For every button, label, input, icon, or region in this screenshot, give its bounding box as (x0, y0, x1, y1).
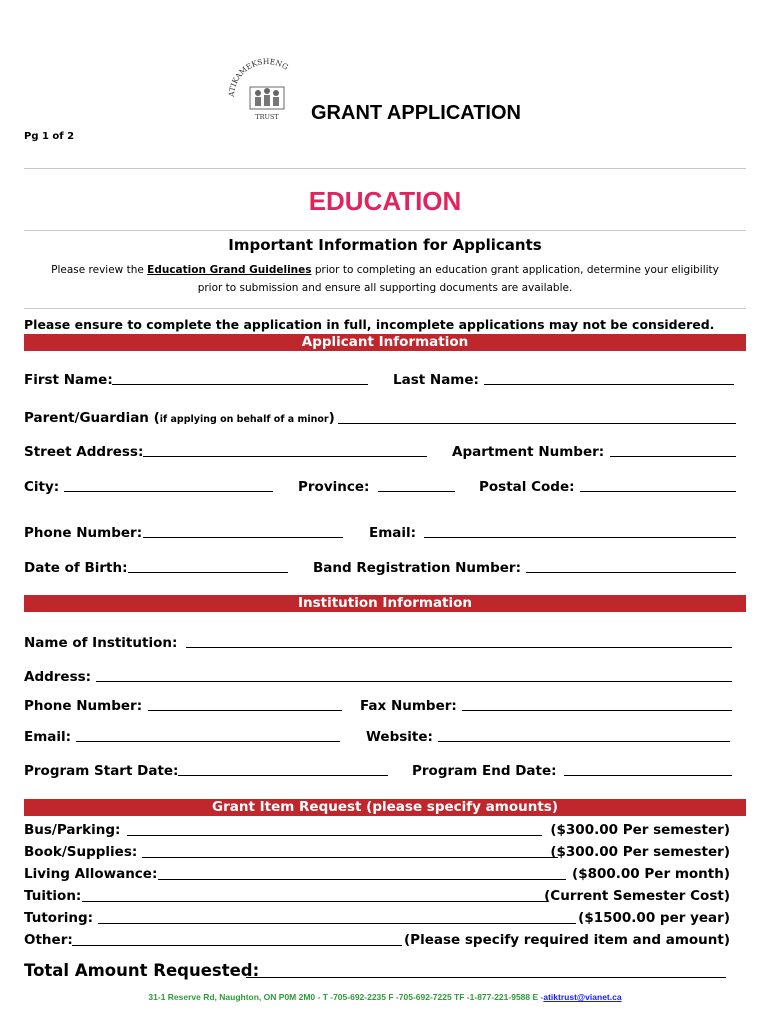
parent-guardian-note: if applying on behalf of a minor (159, 414, 329, 425)
completion-notice: Please ensure to complete the application in full, incomplete applications may not be considered. (24, 317, 715, 332)
program-end-field[interactable] (564, 775, 732, 776)
last-name-field[interactable] (484, 384, 734, 385)
institution-email-field[interactable] (76, 741, 340, 742)
guidelines-link[interactable]: Education Grand Guidelines (147, 264, 312, 276)
email-label: Email: (369, 525, 417, 541)
grant-item-label: Other: (24, 932, 73, 948)
street-address-field[interactable] (143, 456, 427, 457)
grant-item-label: Book/Supplies: (24, 844, 138, 860)
info-text-pre: Please review the (51, 264, 148, 276)
program-start-label: Program Start Date: (24, 763, 179, 779)
logo-arc-text: ATIKAMEKSHENG (226, 56, 290, 98)
institution-address-field[interactable] (96, 681, 732, 682)
info-text-post: prior to completing an education grant application, determine your eligibility (311, 264, 719, 276)
date-of-birth-field[interactable] (128, 572, 288, 573)
institution-name-field[interactable] (186, 647, 732, 648)
province-field[interactable] (378, 491, 455, 492)
grant-item-amount: ($300.00 Per semester) (550, 844, 730, 860)
website-field[interactable] (438, 741, 730, 742)
grant-item-label: Tuition: (24, 888, 82, 904)
section-title: EDUCATION (308, 186, 462, 216)
postal-code-field[interactable] (580, 491, 736, 492)
grant-item-field[interactable] (98, 923, 576, 924)
institution-phone-label: Phone Number: (24, 698, 143, 714)
page-indicator: Pg 1 of 2 (24, 131, 75, 142)
page-title: GRANT APPLICATION (311, 102, 521, 124)
institution-address-label: Address: (24, 669, 92, 685)
institution-email-label: Email: (24, 729, 72, 745)
fax-number-label: Fax Number: (360, 698, 457, 714)
program-start-field[interactable] (178, 775, 388, 776)
logo-emblem-icon (222, 55, 312, 125)
grant-item-amount: (Current Semester Cost) (544, 888, 730, 904)
website-label: Website: (366, 729, 433, 745)
institution-section-header: Institution Information (24, 595, 746, 612)
info-text-line-1 (0, 264, 770, 276)
grant-item-amount: ($800.00 Per month) (572, 866, 730, 882)
total-amount-field[interactable] (246, 977, 726, 978)
last-name-label: Last Name: (393, 372, 479, 388)
parent-guardian-close: ) (328, 410, 335, 426)
band-registration-field[interactable] (526, 572, 736, 573)
info-heading: Important Information for Applicants (228, 236, 542, 254)
apartment-number-field[interactable] (610, 456, 736, 457)
city-field[interactable] (64, 491, 273, 492)
institution-name-label: Name of Institution: (24, 635, 178, 651)
street-address-label: Street Address: (24, 444, 144, 460)
grant-item-label: Bus/Parking: (24, 822, 121, 838)
date-of-birth-label: Date of Birth: (24, 560, 128, 576)
city-label: City: (24, 479, 60, 495)
phone-number-label: Phone Number: (24, 525, 143, 541)
info-text-line-2: prior to submission and ensure all supporting documents are available. (197, 282, 573, 294)
footer-contact (0, 992, 770, 1002)
grant-item-field[interactable] (142, 857, 558, 858)
grant-section-header: Grant Item Request (please specify amounts) (24, 799, 746, 816)
fax-number-field[interactable] (462, 710, 732, 711)
applicant-section-header: Applicant Information (24, 334, 746, 351)
divider (24, 230, 746, 231)
grant-item-amount: ($300.00 Per semester) (550, 822, 730, 838)
grant-item-field[interactable] (127, 835, 542, 836)
footer-email-link[interactable]: atiktrust@vianet.ca (543, 992, 622, 1002)
parent-guardian-text: Parent/Guardian ( (24, 410, 160, 426)
divider (24, 308, 746, 309)
grant-item-field[interactable] (158, 879, 566, 880)
grant-item-label: Living Allowance: (24, 866, 158, 882)
program-end-label: Program End Date: (412, 763, 557, 779)
grant-item-label: Tutoring: (24, 910, 94, 926)
postal-code-label: Postal Code: (479, 479, 575, 495)
first-name-field[interactable] (112, 384, 368, 385)
footer-address: 31-1 Reserve Rd, Naughton, ON P0M 2M0 - T -705-692-2235 F -705-692-7225 TF -1-877-221-9588 E - (148, 992, 544, 1002)
grant-item-field[interactable] (72, 945, 402, 946)
grant-item-amount: ($1500.00 per year) (578, 910, 730, 926)
province-label: Province: (298, 479, 370, 495)
divider (24, 168, 746, 169)
email-field[interactable] (424, 537, 736, 538)
grant-item-field[interactable] (82, 901, 548, 902)
institution-phone-field[interactable] (148, 710, 342, 711)
parent-guardian-label (24, 410, 335, 426)
trust-logo (222, 55, 312, 125)
grant-item-amount: (Please specify required item and amount) (404, 932, 730, 948)
total-amount-label: Total Amount Requested: (24, 961, 260, 980)
apartment-number-label: Apartment Number: (452, 444, 605, 460)
band-registration-label: Band Registration Number: (313, 560, 521, 576)
phone-number-field[interactable] (143, 537, 343, 538)
parent-guardian-field[interactable] (338, 423, 736, 424)
logo-trust-text: TRUST (255, 113, 279, 121)
first-name-label: First Name: (24, 372, 113, 388)
